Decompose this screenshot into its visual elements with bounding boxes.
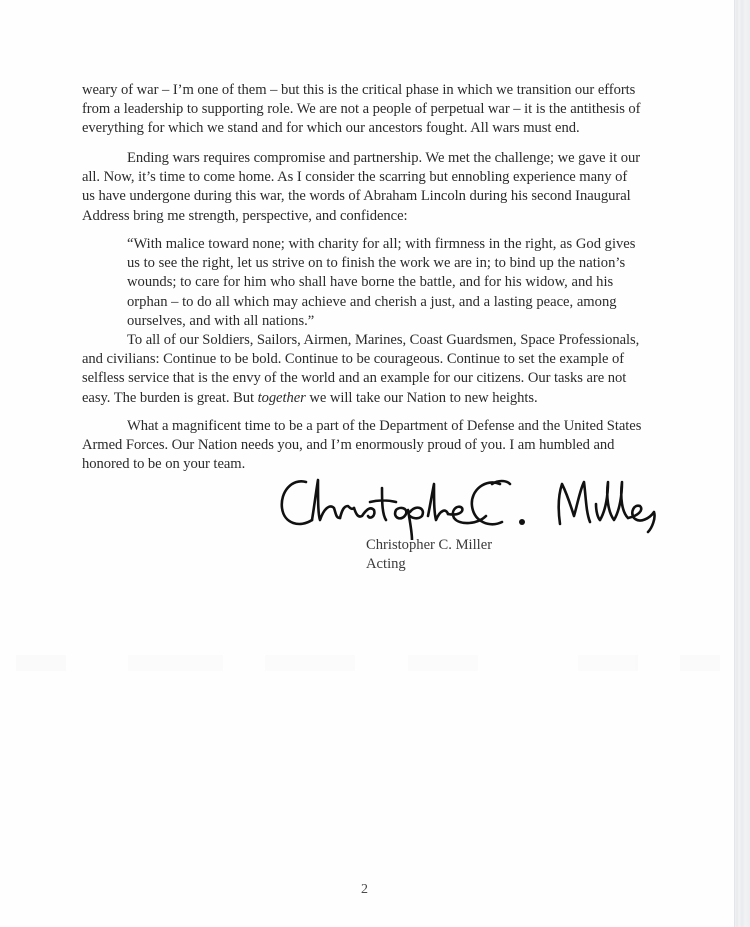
text-fragment: we will take our Nation to new heights. <box>305 389 538 406</box>
text-fragment: easy. The burden is great. But <box>82 389 258 406</box>
text-line: us have undergone during this war, the words of Abraham Lincoln during his second Inaugural <box>82 188 631 205</box>
quote-line: wounds; to care for him who shall have borne the battle, and for his widow, and his <box>127 274 614 291</box>
paragraph-closing <box>82 417 682 475</box>
signatory-title: Acting <box>366 556 406 572</box>
quote-line: orphan – to do all which may achieve and cherish a just, and a lasting peace, among <box>127 293 617 310</box>
text-line: weary of war – I’m one of them – but this is the critical phase in which we transition our efforts <box>82 82 636 98</box>
text-line: Armed Forces. Our Nation needs you, and I’m enormously proud of you. I am humbled and <box>82 437 615 454</box>
handwritten-signature <box>278 470 678 540</box>
paragraph-service-members <box>82 331 682 408</box>
text-line: everything for which we stand and for which our ancestors fought. All wars must end. <box>82 120 580 137</box>
text-line: all. Now, it’s time to come home. As I consider the scarring but ennobling experience many of <box>82 169 628 186</box>
text-line: Ending wars requires compromise and partnership. We met the challenge; we gave it our <box>127 150 641 166</box>
quote-line: “With malice toward none; with charity for all; with firmness in the right, as God gives <box>127 236 636 252</box>
text-line <box>82 389 682 408</box>
emphasis-together: together <box>257 389 306 406</box>
quote-line: us to see the right, let us strive on to finish the work we are in; to bind up the nation’s <box>127 255 626 272</box>
quote-line: ourselves, and with all nations.” <box>127 312 315 329</box>
lincoln-quote <box>127 235 647 331</box>
text-line: and civilians: Continue to be bold. Continue to be courageous. Continue to set the example of <box>82 351 625 368</box>
text-line: To all of our Soldiers, Sailors, Airmen, Marines, Coast Guardsmen, Space Professionals, <box>127 332 640 348</box>
text-line: from a leadership to supporting role. We are not a people of perpetual war – it is the antithesis of <box>82 101 641 118</box>
faint-bleed-through <box>10 655 725 673</box>
text-line: selfless service that is the envy of the world and an example for our citizens. Our tasks are not <box>82 370 627 387</box>
paragraph-war-transition <box>82 81 682 139</box>
page-number: 2 <box>361 882 368 897</box>
text-line: honored to be on your team. <box>82 456 246 473</box>
text-line: What a magnificent time to be a part of the Department of Defense and the United States <box>127 418 642 434</box>
page-edge-shadow <box>734 0 750 927</box>
signatory-name: Christopher C. Miller <box>366 537 493 553</box>
paragraph-ending-wars <box>82 149 682 226</box>
text-line: Address bring me strength, perspective, and confidence: <box>82 207 408 224</box>
